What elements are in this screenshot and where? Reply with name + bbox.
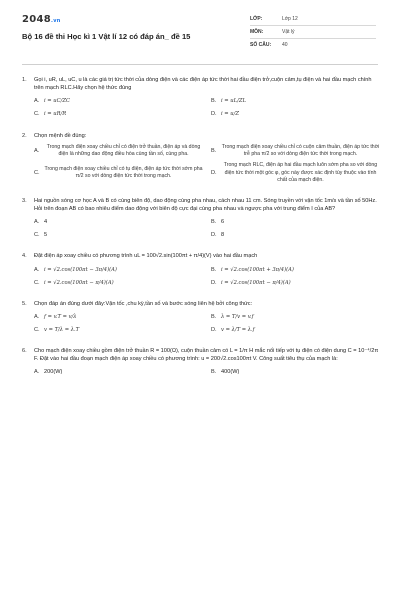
- option-label: C.: [34, 326, 40, 333]
- option-c[interactable]: [34, 229, 203, 242]
- option-text: i = u/Z: [221, 111, 239, 118]
- meta-value: Lớp 12: [282, 16, 298, 22]
- option-text: f = v.T = v/λ: [44, 313, 77, 320]
- option-label: B.: [211, 313, 217, 320]
- logo-suffix: .vn: [51, 18, 61, 24]
- option-label: B.: [211, 219, 217, 226]
- option-text: v = λ/T = λ.f: [221, 326, 255, 333]
- exam-meta-table: [250, 13, 376, 51]
- option-text: Trong mạch điện xoay chiều chỉ có điện trở thuần, điện áp và dòng điện là những dao động điều hòa cùng tần số, cùng pha.: [46, 143, 201, 158]
- option-b[interactable]: [211, 143, 380, 161]
- option-label: A.: [34, 266, 40, 273]
- option-text: 6: [221, 219, 225, 226]
- question-text: Chọn đáp án đúng dưới đây:Vận tốc ,chu kỳ,tần số và bước sóng liên hệ bởi công thức:: [34, 300, 253, 307]
- option-label: A.: [34, 219, 40, 226]
- option-b[interactable]: [211, 264, 380, 277]
- option-a[interactable]: [34, 264, 203, 277]
- option-text: i = √2.cos(100πt − π/4)(A): [221, 279, 291, 286]
- site-logo[interactable]: [22, 14, 61, 25]
- option-text: i = √2.cos(100πt − 3π/4)(A): [44, 266, 117, 273]
- option-d[interactable]: [211, 229, 380, 242]
- option-label: C.: [34, 170, 40, 177]
- question-6: [22, 347, 380, 380]
- option-d[interactable]: [211, 161, 380, 187]
- option-a[interactable]: [34, 96, 203, 109]
- option-text: 5: [44, 232, 48, 239]
- option-label: A.: [34, 148, 40, 155]
- option-a[interactable]: [34, 367, 203, 380]
- option-text: v = T/λ = λ.T: [44, 326, 80, 333]
- header-divider: [22, 64, 378, 65]
- meta-value: 40: [282, 42, 288, 48]
- question-text: Đặt điện áp xoay chiều có phương trình uL = 100√2.sin(100πt + π/4)(V) vào hai đầu mạch: [34, 253, 258, 260]
- meta-value: Vật lý: [282, 29, 295, 35]
- option-text: i = √2.cos(100πt + 3π/4)(A): [221, 266, 294, 273]
- option-label: A.: [34, 369, 40, 376]
- option-d[interactable]: [211, 109, 380, 122]
- option-text: i = uC/ZC: [44, 98, 70, 105]
- meta-row-class: [250, 13, 376, 26]
- question-number: 2.: [22, 132, 27, 139]
- option-text: Trong mạch RLC, điện áp hai đầu mạch luôn sớm pha so với dòng điện tức thời một góc φ, góc này được xác định tùy thuộc vào tính chất của mạch điện.: [223, 162, 378, 184]
- question-text: Hai nguồn sóng cơ học A và B có cùng biên độ, dao động cùng pha nhau, cách nhau 11 cm. Sóng truyền với vận tốc 1m/s và tần số 50Hz. Hỏi trên đoạn AB có bao nhiêu điểm dao động với biên độ cực đại cùng pha nhau và ngược pha với trung điểm I của AB?: [34, 197, 377, 213]
- question-3: [22, 197, 380, 243]
- option-label: B.: [211, 98, 217, 105]
- option-text: 4: [44, 219, 48, 226]
- option-label: D.: [211, 279, 217, 286]
- option-label: C.: [34, 279, 40, 286]
- option-b[interactable]: [211, 216, 380, 229]
- meta-row-subject: [250, 26, 376, 39]
- question-number: 3.: [22, 197, 27, 204]
- question-number: 5.: [22, 300, 27, 307]
- option-text: 200(W): [44, 369, 63, 376]
- meta-key: LỚP:: [250, 16, 263, 22]
- option-label: D.: [211, 170, 217, 177]
- question-number: 4.: [22, 253, 27, 260]
- question-list: [22, 76, 380, 390]
- option-label: B.: [211, 369, 217, 376]
- meta-key: SỐ CÂU:: [250, 42, 272, 48]
- option-b[interactable]: [211, 311, 380, 324]
- option-d[interactable]: [211, 277, 380, 290]
- option-c[interactable]: [34, 324, 203, 337]
- option-text: λ = T/v = v.f: [221, 313, 254, 320]
- meta-row-count: [250, 39, 376, 51]
- option-text: 8: [221, 232, 225, 239]
- question-text: Chọn mệnh đề đúng:: [34, 132, 87, 139]
- question-text: Cho mạch điện xoay chiều gồm điện trở thuần R = 100(Ω), cuộn thuần cảm có L = 1/π H mắc nối tiếp với tụ điện có điện dung C = 10⁻⁴/2π F. Đặt vào hai đầu đoạn mạch điện áp xoay chiều có phương trình: u = 200√2.cos100πt V. Công suất tiêu thụ của mạch là:: [34, 348, 379, 363]
- option-a[interactable]: [34, 311, 203, 324]
- meta-key: MÔN:: [250, 29, 264, 35]
- option-label: B.: [211, 266, 217, 273]
- question-number: 1.: [22, 77, 27, 83]
- question-text: Gọi i, uR, uL, uC, u là các giá trị tức thời của dòng điện và các điện áp tức thời hai đầu điện trở,cuộn cảm,tụ điện và hai đầu mạch chính trên mạch RLC.Hãy chọn hệ thức đúng: [34, 77, 372, 92]
- option-label: D.: [211, 232, 217, 239]
- option-label: C.: [34, 232, 40, 239]
- option-label: D.: [211, 326, 217, 333]
- option-label: C.: [34, 111, 40, 118]
- question-5: [22, 300, 380, 337]
- option-c[interactable]: [34, 161, 203, 187]
- option-a[interactable]: [34, 143, 203, 161]
- option-c[interactable]: [34, 277, 203, 290]
- option-b[interactable]: [211, 96, 380, 109]
- page-title: Bộ 16 đề thi Học kì 1 Vật lí 12 có đáp án_ đề 15: [22, 32, 191, 41]
- logo-text: 2048: [22, 14, 52, 25]
- option-label: B.: [211, 148, 217, 155]
- option-text: i = √2.cos(100πt − π/4)(A): [44, 279, 114, 286]
- option-a[interactable]: [34, 216, 203, 229]
- option-b[interactable]: [211, 367, 380, 380]
- option-label: A.: [34, 313, 40, 320]
- option-c[interactable]: [34, 109, 203, 122]
- option-text: 400(W): [221, 369, 240, 376]
- option-d[interactable]: [211, 324, 380, 337]
- option-label: A.: [34, 98, 40, 105]
- option-label: D.: [211, 111, 217, 118]
- option-text: Trong mạch điện xoay chiều chỉ có cuộn cảm thuần, điện áp tức thời trễ pha π/2 so với dòng điện tức thời trong mạch.: [221, 143, 380, 158]
- option-text: i = uR/R: [44, 111, 67, 118]
- question-4: [22, 252, 380, 289]
- option-text: i = uL/ZL: [221, 98, 246, 105]
- question-2: [22, 132, 380, 187]
- question-number: 6.: [22, 348, 27, 355]
- option-text: Trong mạch điện xoay chiều chỉ có tụ điện, điện áp tức thời sớm pha π/2 so với dòng điện tức thời trong mạch.: [44, 165, 203, 180]
- question-1: [22, 76, 380, 122]
